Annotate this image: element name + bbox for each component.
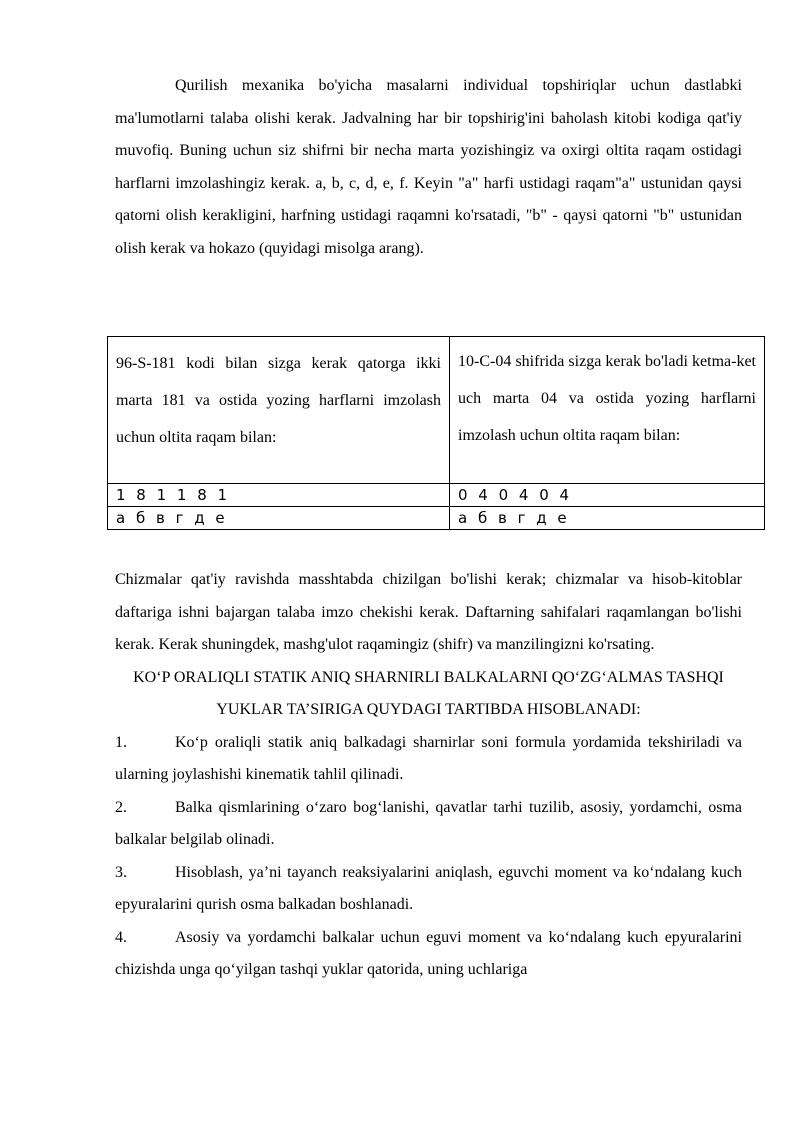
example2-description: 10-C-04 shifrida sizga kerak bo'ladi ketma-ket uch marta 04 va ostida yozing harflarni imzolash uchun oltita raqam bilan: — [458, 353, 756, 444]
list-item-number: 2. — [115, 798, 127, 816]
example2-letters: а б в г д е — [458, 509, 570, 527]
table-row — [108, 507, 765, 530]
table-cell — [450, 507, 765, 530]
drawing-requirements-paragraph: Chizmalar qat'iy ravishda masshtabda chizilgan bo'lishi kerak; chizmalar va hisob-kitoblar daftariga ishni bajargan talaba imzo chekishi kerak. Daftarning sahifalari raqamlangan bo'lishi kerak. Kerak shuningdek, mashg'ulot raqamingiz (shifr) va manzilingizni ko'rsating. — [115, 571, 742, 653]
list-item-text: Ko‘p oraliqli statik aniq balkadagi sharnirlar soni formula yordamida tekshiriladi va ularning joylashishi kinematik tahlil qilinadi. — [115, 733, 742, 783]
example1-digits: 1 8 1 1 8 1 — [116, 486, 231, 504]
example1-letters: а б в г д е — [116, 509, 228, 527]
list-item — [115, 727, 742, 792]
table-cell — [450, 484, 765, 507]
table-cell — [108, 337, 450, 484]
table-row — [108, 484, 765, 507]
body-text — [115, 564, 742, 987]
intro-paragraph: Qurilish mexanika bo'yicha masalarni individual topshiriqlar uchun dastlabki ma'lumotlarni talaba olishi kerak. Jadvalning har bir topshirig'ini baholash kitobi kodiga qat'iy muvofiq. Buning uchun siz shifrni bir necha marta yozishingiz va oxirgi oltita raqam ostidagi harflarni imzolashingiz kerak. a, b, c, d, e, f. Keyin "a" harfi ustidagi raqam"a" ustunidan qaysi qatorni olish kerakligini, harfning ustidagi raqamni ko'rsatadi, "b" - qaysi qatorni "b" ustunidan olish kerak va hokazo (quyidagi misolga arang). — [115, 77, 742, 257]
list-item — [115, 857, 742, 922]
list-item-number: 3. — [115, 863, 127, 881]
table-cell — [108, 507, 450, 530]
table-cell — [108, 484, 450, 507]
example1-description: 96-S-181 kodi bilan sizga kerak qatorga ikki marta 181 va ostida yozing harflarni imzolash uchun oltita raqam bilan: — [116, 355, 441, 446]
list-item-text: Balka qismlarining o‘zaro bog‘lanishi, qavatlar tarhi tuzilib, asosiy, yordamchi, osma balkalar belgilab olinadi. — [115, 798, 742, 848]
list-item — [115, 922, 742, 987]
list-item-text: Hisoblash, ya’ni tayanch reaksiyalarini aniqlash, eguvchi moment va ko‘ndalang kuch epyuralarini qurish osma balkadan boshlanadi. — [115, 863, 742, 913]
list-item — [115, 792, 742, 857]
section-heading: KO‘P ORALIQLI STATIK ANIQ SHARNIRLI BALKALARNI QO‘ZG‘ALMAS TASHQI YUKLAR TA’SIRIGA QUYDAGI TARTIBDA HISOBLANADI: — [133, 668, 724, 718]
cipher-example-table — [107, 336, 765, 530]
table-row — [108, 337, 765, 484]
example2-digits: 0 4 0 4 0 4 — [458, 486, 573, 504]
table-cell — [450, 337, 765, 484]
list-item-number: 1. — [115, 733, 127, 751]
list-item-number: 4. — [115, 928, 127, 946]
list-item-text: Asosiy va yordamchi balkalar uchun eguvi moment va ko‘ndalang kuch epyuralarini chizishda unga qo‘yilgan tashqi yuklar qatorida, uning uchlariga — [115, 928, 742, 978]
